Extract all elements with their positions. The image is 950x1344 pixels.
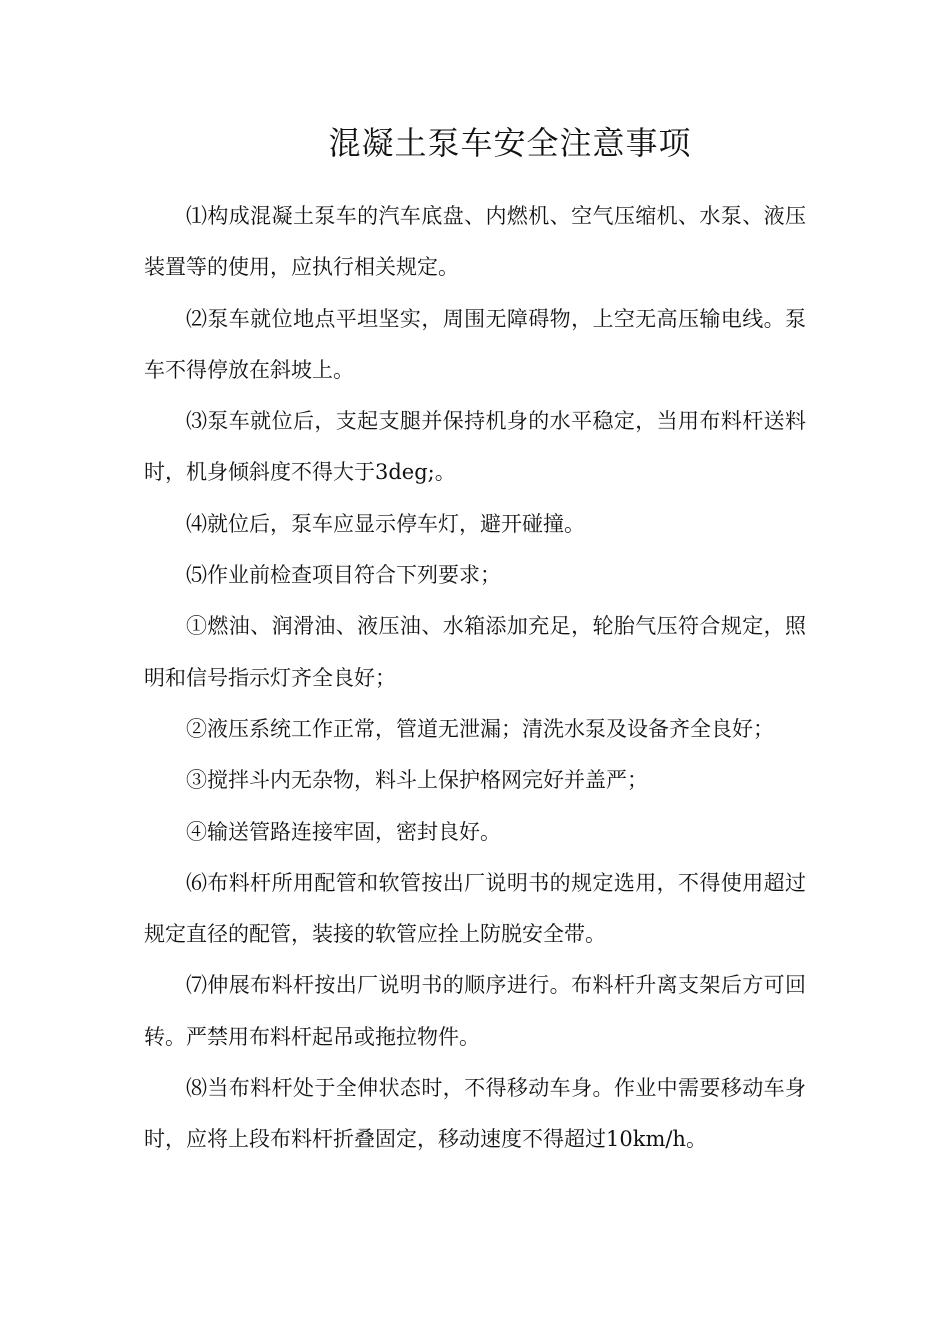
paragraph-8: ⑻当布料杆处于全伸状态时，不得移动车身。作业中需要移动车身时，应将上段布料杆折叠固定，移动速度不得超过10km/h。	[144, 1076, 806, 1152]
paragraph-6: ⑹布料杆所用配管和软管按出厂说明书的规定选用，不得使用超过规定直径的配管，装接的软管应拴上防脱安全带。	[144, 870, 806, 947]
document-body	[144, 191, 806, 1166]
paragraph-7: ⑺伸展布料杆按出厂说明书的顺序进行。布料杆升离支架后方可回转。严禁用布料杆起吊或拖拉物件。	[144, 973, 806, 1049]
paragraph-5: ⑸作业前检查项目符合下列要求；	[186, 563, 501, 588]
paragraph-1: ⑴构成混凝土泵车的汽车底盘、内燃机、空气压缩机、水泵、液压装置等的使用，应执行相关规定。	[144, 204, 806, 280]
checklist-item-3: ③搅拌斗内无杂物，料斗上保护格网完好并盖严；	[186, 768, 648, 793]
checklist-item-1: ①燃油、润滑油、液压油、水箱添加充足，轮胎气压符合规定，照明和信号指示灯齐全良好；	[144, 614, 806, 690]
checklist-item-2: ②液压系统工作正常，管道无泄漏；清洗水泵及设备齐全良好；	[186, 716, 774, 741]
paragraph-4: ⑷就位后，泵车应显示停车灯，避开碰撞。	[186, 511, 585, 536]
paragraph-3: ⑶泵车就位后，支起支腿并保持机身的水平稳定，当用布料杆送料时，机身倾斜度不得大于3deg;。	[144, 409, 806, 485]
paragraph-2: ⑵泵车就位地点平坦坚实，周围无障碍物，上空无高压输电线。泵车不得停放在斜坡上。	[144, 306, 806, 382]
document-title: 混凝土泵车安全注意事项	[328, 124, 692, 162]
checklist-item-4: ④输送管路连接牢固，密封良好。	[186, 819, 501, 844]
